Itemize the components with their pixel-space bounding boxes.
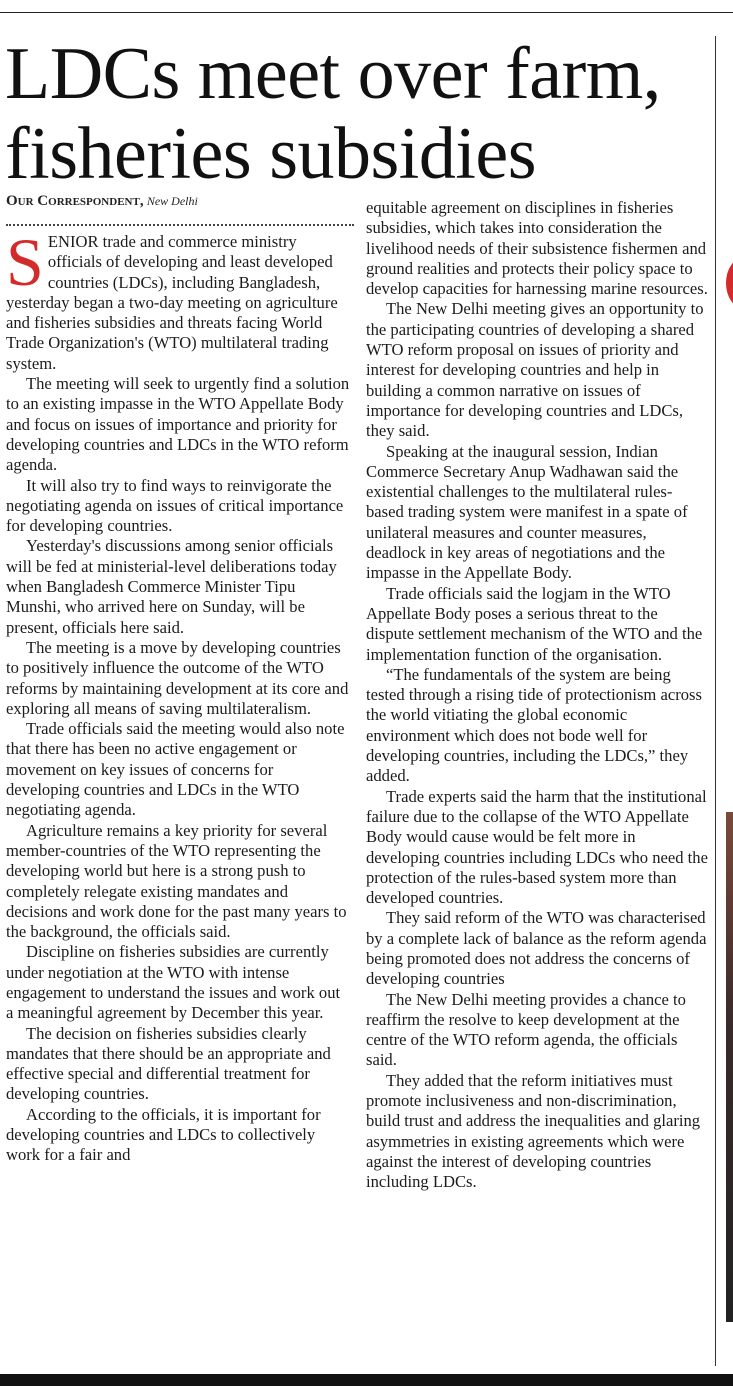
- paragraph: Speaking at the inaugural session, Indian Commerce Secretary Anup Wadhawan said the existential challenges to the multilateral rules-based trading system were manifest in a spate of unilateral measures and counter measures, deadlock in key areas of negotiations and the impasse in the Appellate Body.: [366, 441, 688, 583]
- headline-line-2: fisheries subsidies: [5, 113, 537, 195]
- paragraph: The decision on fisheries subsidies clearly mandates that there should be an appropriate and effective special and differential treatment for developing countries.: [6, 1023, 331, 1104]
- bottom-band: [0, 1374, 733, 1386]
- lead-text: ENIOR trade and commerce ministry officials of developing and least developed countries (LDCs), including Bangladesh, yesterday began a two-day meeting on agriculture and fisheries subsidies and threats facing World Trade Organization's (WTO) multilateral trading system.: [6, 232, 338, 373]
- column-rule: [715, 36, 716, 1366]
- column-middle: [366, 198, 708, 1193]
- byline-divider: [6, 224, 354, 226]
- paragraph: “The fundamentals of the system are being tested through a rising tide of protectionism across the world vitiating the global economic environment which does not bode well for developing countries, including the LDCs,” they added.: [366, 664, 702, 786]
- paragraph: Trade officials said the meeting would also note that there has been no active engagement or movement on key issues of concerns for developing countries and LDCs in the WTO negotiating agenda.: [6, 719, 345, 820]
- byline-location: New Delhi: [146, 194, 198, 208]
- adjacent-article-edge: [718, 0, 733, 1374]
- adjacent-dropcap-fragment: [726, 258, 733, 308]
- adjacent-photo-fragment: [726, 812, 733, 1322]
- paragraph: The meeting is a move by developing countries to positively influence the outcome of the WTO reforms by maintaining development at its core and exploring all means of saving multilateralism.: [6, 637, 349, 718]
- paragraph: The meeting will seek to urgently find a solution to an existing impasse in the WTO Appellate Body and focus on issues of importance and priority for developing countries and LDCs in the WTO reform agenda.: [6, 374, 350, 475]
- paragraph: Trade experts said the harm that the institutional failure due to the collapse of the WTO Appellate Body would cause would be felt more in developing countries including LDCs who need the protection of the rules-based system more than developed countries.: [366, 786, 708, 908]
- paragraph: The New Delhi meeting provides a chance to reaffirm the resolve to keep development at the centre of the WTO reform agenda, the officials said.: [366, 989, 686, 1070]
- byline-author: Our Correspondent,: [6, 193, 144, 209]
- paragraph: It will also try to find ways to reinvigorate the negotiating agenda on issues of critical importance for developing countries.: [6, 475, 344, 536]
- byline: [6, 193, 198, 210]
- headline-line-1: LDCs meet over farm,: [5, 33, 661, 115]
- lead-paragraph: [6, 224, 350, 374]
- paragraph: They added that the reform initiatives must promote inclusiveness and non-discrimination, build trust and address the inequalities and glaring asymmetries in existing agreements which were against the interest of developing countries including LDCs.: [366, 1070, 701, 1192]
- paragraph: Yesterday's discussions among senior officials will be fed at ministerial-level deliberations today when Bangladesh Commerce Minister Tipu Munshi, who arrived here on Sunday, will be present, officials here said.: [6, 536, 337, 637]
- column-left: [6, 224, 350, 1166]
- paragraph: Discipline on fisheries subsidies are currently under negotiation at the WTO with intense engagement to understand the issues and work out a meaningful agreement by December this year.: [6, 942, 341, 1023]
- drop-cap: S: [6, 224, 44, 300]
- paragraph: The New Delhi meeting gives an opportunity to the participating countries of developing a shared WTO reform proposal on issues of priority and interest for developing countries and help in building a common narrative on issues of importance for developing countries and LDCs, they said.: [366, 299, 704, 441]
- paragraph: Trade officials said the logjam in the WTO Appellate Body poses a serious threat to the dispute settlement mechanism of the WTO and the implementation function of the organisation.: [366, 583, 703, 664]
- paragraph-continuation: equitable agreement on disciplines in fisheries subsidies, which takes into consideration the livelihood needs of their subsistence fishermen and ground realities and protects their policy space to develop capacities for harnessing marine resources.: [366, 198, 708, 299]
- paragraph: They said reform of the WTO was characterised by a complete lack of balance as the reform agenda being promoted does not address the concerns of developing countries: [366, 908, 707, 989]
- paragraph: Agriculture remains a key priority for several member-countries of the WTO representing the developing world but here is a strong push to completely relegate existing mandates and decisions and work done for the past many years to the background, the officials said.: [6, 820, 347, 942]
- headline: [5, 34, 710, 194]
- paragraph: According to the officials, it is important for developing countries and LDCs to collectively work for a fair and: [6, 1104, 321, 1165]
